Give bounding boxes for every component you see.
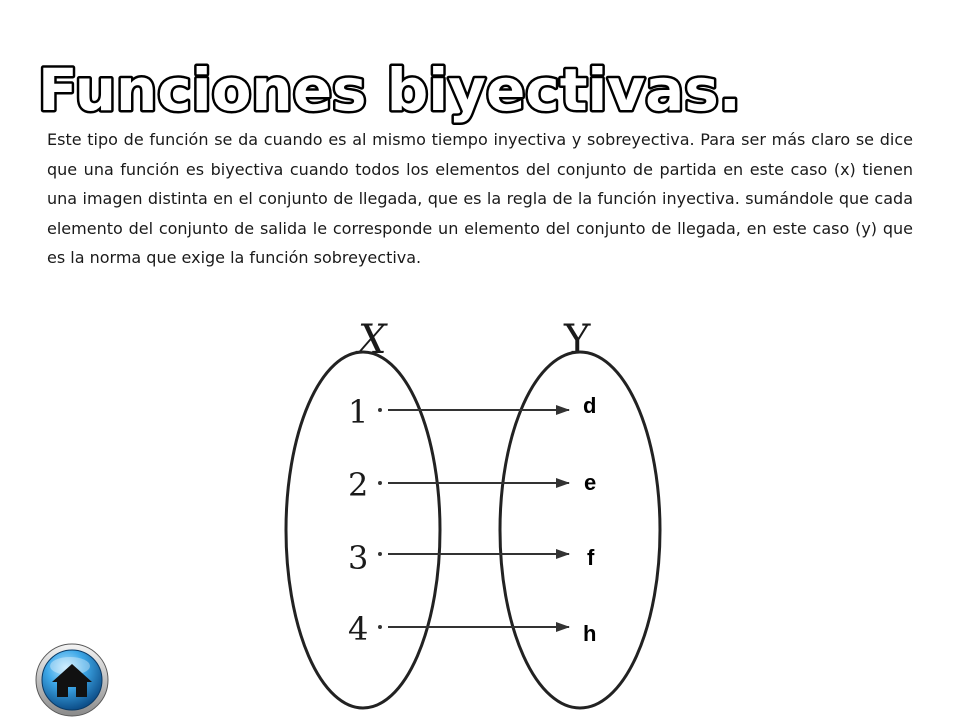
home-button[interactable] [34, 642, 110, 718]
domain-dot [378, 408, 382, 412]
domain-element: 1 [348, 393, 369, 431]
slide-title-text: Funciones biyectivas. [38, 56, 741, 124]
domain-element: 4 [348, 610, 369, 648]
codomain-ellipse [500, 352, 660, 708]
codomain-element: h [583, 621, 597, 646]
bijection-diagram [280, 305, 680, 720]
codomain-element: f [587, 545, 595, 570]
slide-body-text: Este tipo de función se da cuando es al mismo tiempo inyectiva y sobreyectiva. Para ser más claro se dice que una función es biyectiva cuando todos los elementos del conjunto de partida en este caso (x) tienen una imagen distinta en el conjunto de llegada, que es la regla de la función inyectiva. sumándole que cada elemento del conjunto de salida le corresponde un elemento del conjunto de llegada, en este caso (y) que es la norma que exige la función sobreyectiva. [47, 130, 913, 267]
domain-element: 2 [348, 466, 369, 504]
codomain-element: d [583, 393, 597, 418]
domain-element: 3 [348, 539, 369, 577]
set-y-label: Y [564, 317, 591, 363]
set-x-label: X [358, 317, 387, 363]
domain-dot [378, 481, 382, 485]
domain-dot [378, 625, 382, 629]
domain-dot [378, 552, 382, 556]
slide-title [0, 0, 960, 130]
codomain-element: e [584, 470, 597, 495]
